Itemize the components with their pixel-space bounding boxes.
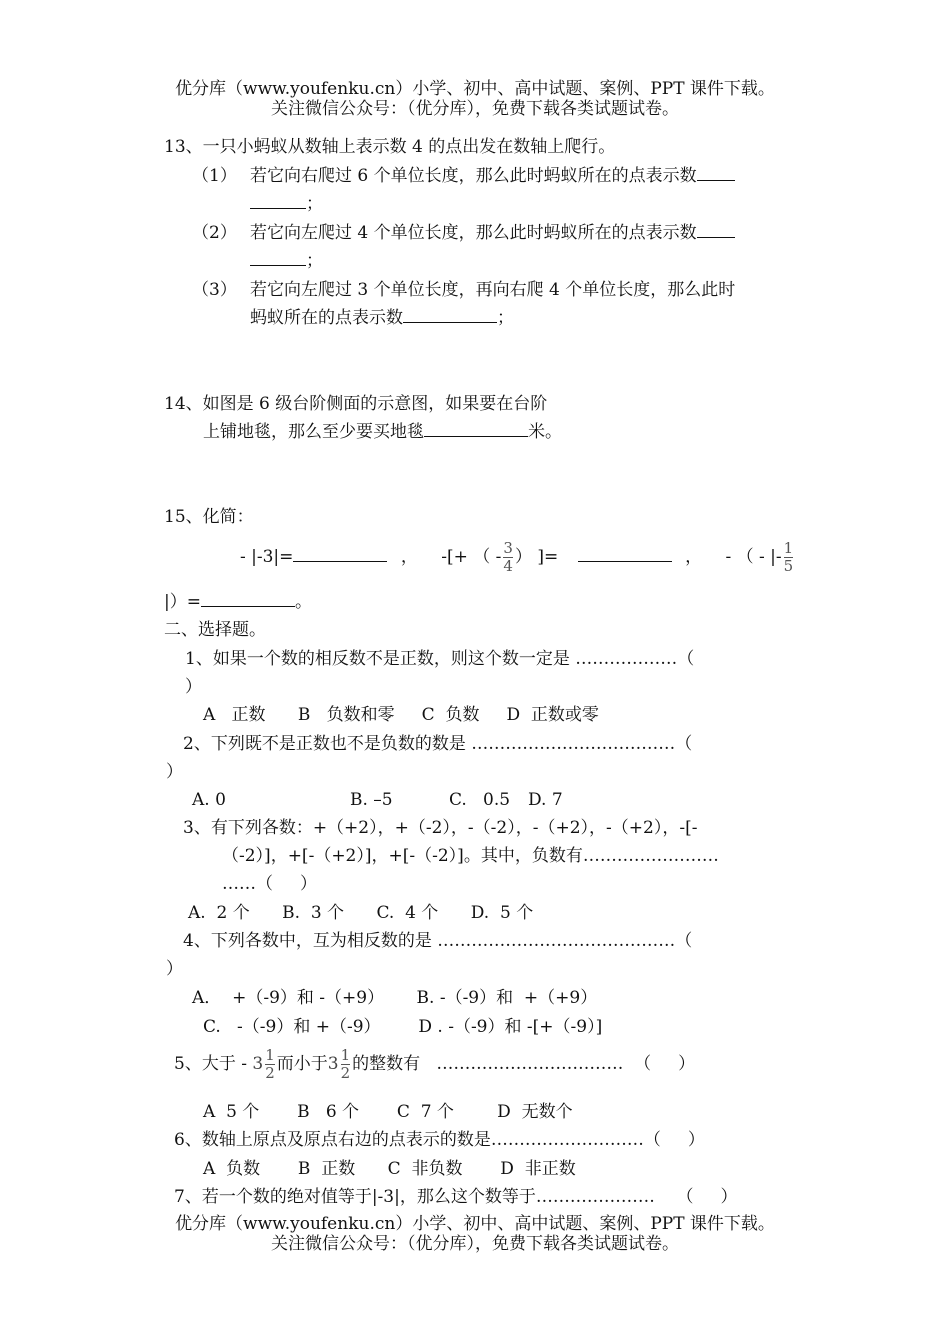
s2-q2-option-c: C. 0.5: [449, 790, 511, 810]
s2-q5-pre: 5、大于 -: [174, 1054, 247, 1074]
s2-q5-stem: [174, 1042, 695, 1088]
s2-q5-fraction-2-num: 1: [340, 1046, 351, 1064]
s2-q1-options: A 正数 B 负数和零 C 负数 D 正数或零: [203, 705, 599, 725]
q13-part2-number: （2）: [192, 223, 237, 243]
footer-line-2: 关注微信公众号：（优分库），免费下载各类试题试卷。: [271, 1234, 679, 1254]
q13-stem: 13、一只小蚂蚁从数轴上表示数 4 的点出发在数轴上爬行。: [164, 137, 616, 157]
q15-title: 15、化简：: [164, 507, 254, 527]
s2-q5-whole-1: 3: [252, 1054, 264, 1074]
q13-part2-semicolon: ；: [306, 251, 323, 271]
footer-line-1: 优分库（www.youfenku.cn）小学、初中、高中试题、案例、PPT 课件下载。: [175, 1214, 775, 1234]
q13-part2-text: 若它向左爬过 4 个单位长度，那么此时蚂蚁所在的点表示数: [250, 223, 697, 243]
q15-expr3-start: - （ - |-: [725, 547, 782, 567]
q15-fraction-2-num: 1: [783, 539, 794, 557]
q15-blank-1[interactable]: [293, 547, 387, 562]
header-line-1: 优分库（www.youfenku.cn）小学、初中、高中试题、案例、PPT 课件下载。: [175, 79, 775, 99]
s2-q2-option-d: D. 7: [528, 790, 563, 810]
q15-blank-2[interactable]: [578, 547, 672, 562]
q15-expr2-end: ） ]=: [514, 547, 559, 567]
q13-part2-blank-a[interactable]: [697, 223, 735, 238]
s2-q5-post: 的整数有 …………………………… （ ）: [352, 1054, 696, 1074]
q13-part1-blank-a[interactable]: [697, 166, 735, 181]
s2-q3-line3: ……（ ）: [222, 874, 318, 894]
q15-fraction-1-5: [784, 540, 794, 575]
s2-q1-stem: 1、如果一个数的相反数不是正数，则这个数一定是 ………………（: [185, 649, 695, 669]
q13-part2: [250, 222, 735, 244]
q13-part3-blank[interactable]: [403, 308, 497, 323]
q15-period: 。: [294, 592, 312, 612]
q15-comma-2: ，: [685, 547, 703, 567]
q13-part3-line2: [250, 307, 514, 329]
q13-part1-number: （1）: [192, 166, 237, 186]
s2-q6-stem: 6、数轴上原点及原点右边的点表示的数是………………………（ ）: [174, 1130, 705, 1150]
q13-part1-cont: [250, 193, 323, 215]
q13-part1-text: 若它向右爬过 6 个单位长度，那么此时蚂蚁所在的点表示数: [250, 166, 697, 186]
s2-q4-close: ）: [166, 959, 183, 979]
q13-part3-semicolon: ；: [497, 308, 514, 328]
q15-expr3-tail: [164, 591, 312, 613]
s2-q2-option-a: A. 0: [192, 790, 226, 810]
s2-q5-mid: 而小于: [276, 1054, 328, 1074]
s2-q3-line1: 3、有下列各数：+（+2），+（-2），-（-2），-（+2），-（+2），-[-: [183, 818, 698, 838]
s2-q2-close: ）: [166, 762, 183, 782]
s2-q1-close: ）: [185, 677, 202, 697]
q15-expr1: - |-3|=: [240, 547, 294, 567]
s2-q2-option-b: B. –5: [350, 790, 393, 810]
q15-comma-1: ，: [400, 547, 418, 567]
s2-q4-options-ab: A． +（-9）和 -（+9） B. -（-9）和 +（+9）: [192, 988, 598, 1008]
s2-q5-fraction-1-num: 1: [265, 1046, 275, 1064]
q14-blank[interactable]: [424, 422, 528, 437]
q13-part1: [250, 165, 735, 187]
q15-expr2-start: -[+ （ -: [441, 547, 502, 567]
q15-fraction-3-4: [503, 540, 513, 575]
s2-q5-fraction-1-den: 2: [265, 1064, 275, 1082]
q14-line2: [203, 421, 562, 443]
q14-text: 上铺地毯，那么至少要买地毯: [203, 422, 424, 442]
q13-part1-semicolon: ；: [306, 194, 323, 214]
q14-line1: 14、如图是 6 级台阶侧面的示意图，如果要在台阶: [164, 394, 548, 414]
q15-fraction-1-num: 3: [503, 539, 513, 557]
s2-q3-options: A. 2 个 B. 3 个 C. 4 个 D. 5 个: [188, 903, 534, 923]
q13-part1-blank-b[interactable]: [250, 194, 306, 209]
q13-part3-line1: 若它向左爬过 3 个单位长度，再向右爬 4 个单位长度，那么此时: [250, 280, 736, 300]
s2-q7-stem: 7、若一个数的绝对值等于|-3|，那么这个数等于………………… （ ）: [174, 1187, 738, 1207]
s2-q3-line2: （-2）]，+[-（+2）]，+[-（-2）]。其中，负数有……………………: [222, 846, 719, 866]
s2-q6-options: A 负数 B 正数 C 非负数 D 非正数: [203, 1159, 576, 1179]
s2-q4-stem: 4、下列各数中，互为相反数的是 ……………………………………（: [183, 931, 693, 951]
q15-fraction-1-den: 4: [503, 557, 513, 575]
q14-unit: 米。: [528, 422, 562, 442]
section2-title: 二、选择题。: [164, 620, 266, 640]
s2-q5-options: A 5 个 B 6 个 C 7 个 D 无数个: [203, 1102, 573, 1122]
header-line-2: 关注微信公众号：（优分库），免费下载各类试题试卷。: [271, 99, 679, 119]
q15-expr3-end: |）=: [164, 592, 201, 612]
s2-q5-whole-2: 3: [327, 1054, 339, 1074]
q13-part3-number: （3）: [192, 280, 237, 300]
q15-fraction-2-den: 5: [783, 557, 794, 575]
q15-blank-3[interactable]: [201, 592, 295, 607]
q13-part3-text2: 蚂蚁所在的点表示数: [250, 308, 403, 328]
q13-part2-blank-b[interactable]: [250, 251, 306, 266]
s2-q2-stem: 2、下列既不是正数也不是负数的数是 ………………………………（: [183, 734, 693, 754]
q15-expressions: [240, 535, 795, 581]
q13-part2-cont: [250, 250, 323, 272]
s2-q5-fraction-2: [341, 1047, 351, 1082]
s2-q5-fraction-1: [265, 1047, 275, 1082]
s2-q5-fraction-2-den: 2: [340, 1064, 351, 1082]
s2-q4-options-cd: C. -（-9）和 +（-9） D . -（-9）和 -[+（-9）]: [203, 1017, 603, 1037]
